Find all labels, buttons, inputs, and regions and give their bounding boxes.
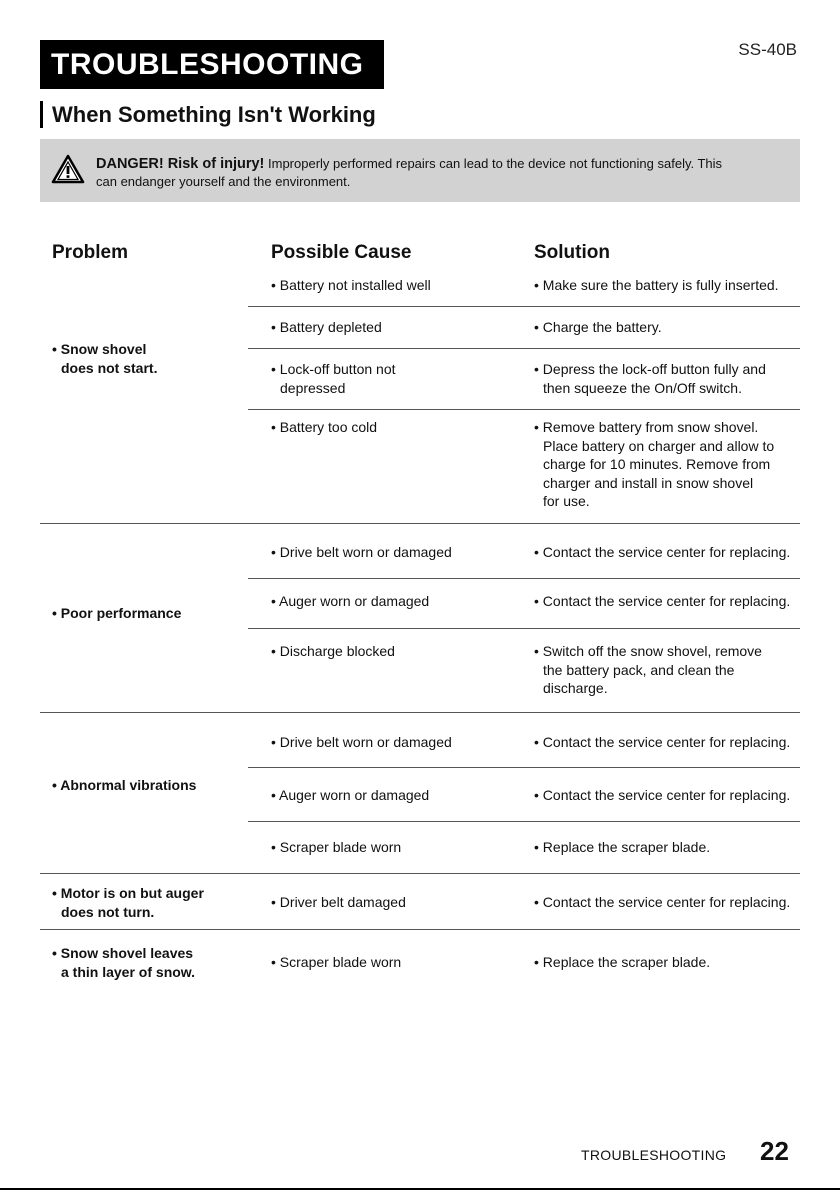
solution-cell: [534, 418, 774, 511]
solution-cell: [534, 543, 790, 562]
cause-cell: [271, 276, 431, 295]
footer-section-label: TROUBLESHOOTING: [581, 1147, 727, 1163]
cause-cell: [271, 418, 377, 437]
danger-line2: can endanger yourself and the environment.: [96, 174, 351, 189]
solution-line: • Contact the service center for replacing.: [534, 544, 791, 560]
solution-cell: [534, 360, 766, 397]
problem-label: [52, 776, 196, 795]
cause-line: • Battery too cold: [271, 419, 378, 435]
cause-cell: [271, 360, 396, 397]
solution-line: • Switch off the snow shovel, remove: [534, 643, 762, 659]
cause-cell: [271, 893, 406, 912]
solution-cell: [534, 276, 779, 295]
solution-line: for use.: [543, 493, 590, 509]
cause-cell: [271, 838, 401, 857]
problem-line: • Abnormal vibrations: [52, 777, 197, 793]
danger-text: [96, 155, 784, 191]
row-divider: [248, 409, 800, 410]
cause-cell: [271, 642, 395, 661]
solution-line: • Contact the service center for replacing.: [534, 593, 791, 609]
cause-line: • Drive belt worn or damaged: [271, 734, 452, 750]
cause-cell: [271, 786, 429, 805]
solution-line: discharge.: [543, 680, 608, 696]
problem-line: • Motor is on but auger: [52, 885, 204, 901]
cause-line: • Scraper blade worn: [271, 839, 402, 855]
solution-line: • Replace the scraper blade.: [534, 954, 711, 970]
solution-line: • Remove battery from snow shovel.: [534, 419, 759, 435]
row-divider: [40, 523, 800, 524]
solution-cell: [534, 838, 710, 857]
cause-line: • Discharge blocked: [271, 643, 395, 659]
section-heading: When Something Isn't Working: [40, 101, 376, 128]
problem-line: • Snow shovel: [52, 341, 147, 357]
row-divider: [40, 712, 800, 713]
danger-notice: [40, 139, 800, 202]
row-divider: [40, 873, 800, 874]
cause-line: • Lock-off button not: [271, 361, 396, 377]
page-number: 22: [760, 1136, 789, 1166]
solution-cell: [534, 786, 790, 805]
row-divider: [248, 767, 800, 768]
solution-line: Place battery on charger and allow to: [543, 437, 775, 454]
row-divider: [248, 628, 800, 629]
page-title: TROUBLESHOOTING: [40, 40, 384, 89]
danger-lead: DANGER! Risk of injury!: [96, 156, 265, 172]
solution-line: charge for 10 minutes. Remove from: [543, 456, 771, 472]
solution-line: • Make sure the battery is fully inserted.: [534, 277, 779, 293]
column-header-problem: Problem: [52, 242, 129, 263]
solution-cell: [534, 592, 790, 611]
solution-cell: [534, 642, 762, 698]
row-divider: [40, 929, 800, 930]
cause-cell: [271, 592, 429, 611]
problem-line: • Poor performance: [52, 605, 182, 621]
solution-line: • Contact the service center for replacing.: [534, 734, 791, 750]
model-number: SS-40B: [738, 40, 797, 59]
problem-line: a thin layer of snow.: [61, 964, 196, 980]
danger-line1: Improperly performed repairs can lead to the device not functioning safely. This: [268, 156, 723, 171]
warning-triangle-icon: [51, 154, 85, 184]
solution-cell: [534, 893, 790, 912]
solution-line: • Contact the service center for replacing.: [534, 894, 791, 910]
problem-line: • Snow shovel leaves: [52, 945, 194, 961]
cause-line: • Battery depleted: [271, 319, 382, 335]
cause-line: • Driver belt damaged: [271, 894, 406, 910]
cause-line: • Battery not installed well: [271, 277, 431, 293]
bottom-rule: [0, 1188, 840, 1190]
cause-cell: [271, 733, 452, 752]
solution-cell: [534, 733, 790, 752]
problem-label: [52, 884, 204, 922]
column-header-cause: Possible Cause: [271, 242, 412, 263]
solution-line: charger and install in snow shovel: [543, 474, 754, 491]
solution-line: then squeeze the On/Off switch.: [543, 379, 742, 396]
cause-line: • Scraper blade worn: [271, 954, 402, 970]
cause-line: depressed: [280, 379, 346, 396]
solution-line: • Replace the scraper blade.: [534, 839, 711, 855]
cause-cell: [271, 318, 382, 337]
solution-line: • Contact the service center for replacing.: [534, 787, 791, 803]
solution-cell: [534, 318, 662, 337]
problem-line: does not turn.: [61, 904, 155, 920]
solution-cell: [534, 953, 710, 972]
problem-label: [52, 340, 157, 378]
cause-line: • Drive belt worn or damaged: [271, 544, 452, 560]
row-divider: [248, 821, 800, 822]
cause-cell: [271, 953, 401, 972]
problem-label: [52, 944, 195, 982]
problem-line: does not start.: [61, 360, 158, 376]
solution-line: • Depress the lock-off button fully and: [534, 361, 766, 377]
row-divider: [248, 306, 800, 307]
row-divider: [248, 348, 800, 349]
cause-cell: [271, 543, 452, 562]
column-header-solution: Solution: [534, 242, 610, 263]
row-divider: [248, 578, 800, 579]
cause-line: • Auger worn or damaged: [271, 787, 430, 803]
cause-line: • Auger worn or damaged: [271, 593, 430, 609]
solution-line: the battery pack, and clean the: [543, 661, 735, 678]
problem-label: [52, 604, 181, 623]
solution-line: • Charge the battery.: [534, 319, 662, 335]
